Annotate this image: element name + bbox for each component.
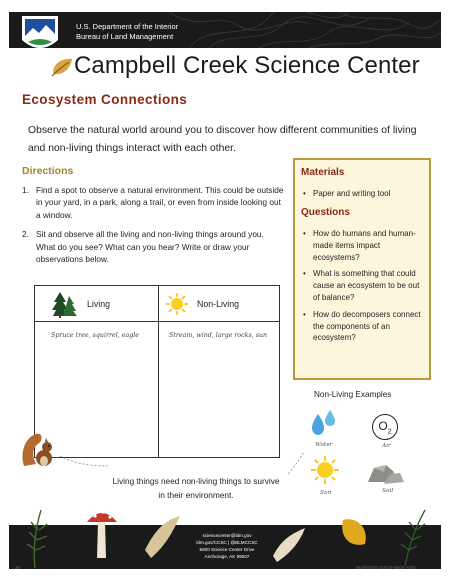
air-label: Air	[382, 443, 391, 449]
footer-address-1: 5600 Science Center Drive	[199, 547, 255, 552]
oxygen-symbol: O	[378, 419, 388, 433]
rocks-icon	[366, 460, 406, 486]
directions-heading: Directions	[22, 165, 74, 177]
observation-table	[34, 285, 280, 458]
mushroom-image	[87, 510, 117, 558]
footer-social: blm.gov/CCSC | @BLMCCSC	[196, 540, 258, 545]
soil-label: Soil	[382, 488, 394, 494]
materials-list	[301, 188, 425, 205]
sun-icon	[165, 292, 189, 316]
living-label: Living	[87, 299, 110, 309]
sun-label: Sun	[320, 490, 332, 496]
questions-heading: Questions	[301, 207, 350, 218]
caption-text: Living things need non-living things to survive in their environment.	[112, 476, 280, 500]
directions-list	[22, 184, 284, 272]
water-label: Water	[315, 442, 333, 448]
question-item: • What is something that could cause an ecosystem to be out of balance?	[301, 268, 425, 303]
nonliving-example: Stream, wind, large rocks, sun	[169, 332, 268, 339]
footer-contact	[187, 532, 267, 560]
question-item: • How do humans and human-made items impact ecosystems?	[301, 228, 425, 263]
agency-line-1: U.S. Department of the Interior	[76, 22, 179, 31]
direction-step	[22, 184, 284, 221]
nonliving-header	[159, 286, 280, 322]
step-text: Sit and observe all the living and non-living things around you. What do you see? What can you hear? Write or draw your observations below.	[36, 229, 264, 265]
direction-step	[22, 228, 284, 265]
living-example: Spruce tree, squirrel, eagle	[51, 332, 140, 339]
materials-item: • Paper and writing tool	[301, 188, 425, 200]
bark-image	[145, 516, 180, 558]
footer-email: sciencecenter@blm.gov	[202, 533, 252, 538]
antler-image	[273, 528, 305, 562]
spruce-tree-icon	[51, 290, 79, 318]
page-number: 36	[15, 565, 21, 570]
living-header	[35, 286, 158, 322]
step-number: 2.	[22, 229, 29, 240]
birch-leaf-image	[342, 519, 366, 545]
intro-text: Observe the natural world around you to discover how different communities of living and non-living things interact with each other.	[28, 125, 417, 154]
water-drops-icon	[308, 408, 338, 440]
topographic-pattern	[9, 12, 441, 48]
leaf-icon	[50, 56, 74, 78]
oxygen-subscript: 2	[387, 428, 392, 436]
fern-image	[27, 510, 47, 568]
step-text: Find a spot to observe a natural environment. This could be outside in your yard, in a park, along a trail, or even from inside looking out a window.	[36, 185, 284, 220]
agency-name	[76, 22, 178, 42]
materials-questions-box	[293, 158, 431, 380]
step-number: 1.	[22, 185, 29, 195]
sun-icon	[310, 455, 340, 485]
spruce-twig-image	[401, 510, 425, 566]
center-name: Campbell Creek Science Center	[74, 52, 420, 79]
header-bar	[9, 12, 441, 48]
materials-heading: Materials	[301, 167, 345, 178]
agency-line-2: Bureau of Land Management	[76, 32, 174, 41]
nonliving-column	[159, 286, 280, 457]
document-code: BLM/AK/GI-20/019+8000-A000	[356, 565, 416, 570]
squirrel-image	[20, 428, 58, 468]
footer-address-2: Anchorage, AK 99507	[204, 554, 250, 559]
nonliving-examples-title: Non-Living Examples	[314, 390, 392, 399]
questions-list	[301, 228, 425, 349]
nonliving-label: Non-Living	[197, 299, 240, 309]
question-item: • How do decomposers connect the components of an ecosystem?	[301, 309, 425, 344]
blm-logo	[20, 14, 60, 56]
page-title: Ecosystem Connections	[22, 92, 188, 107]
oxygen-icon	[372, 414, 398, 440]
